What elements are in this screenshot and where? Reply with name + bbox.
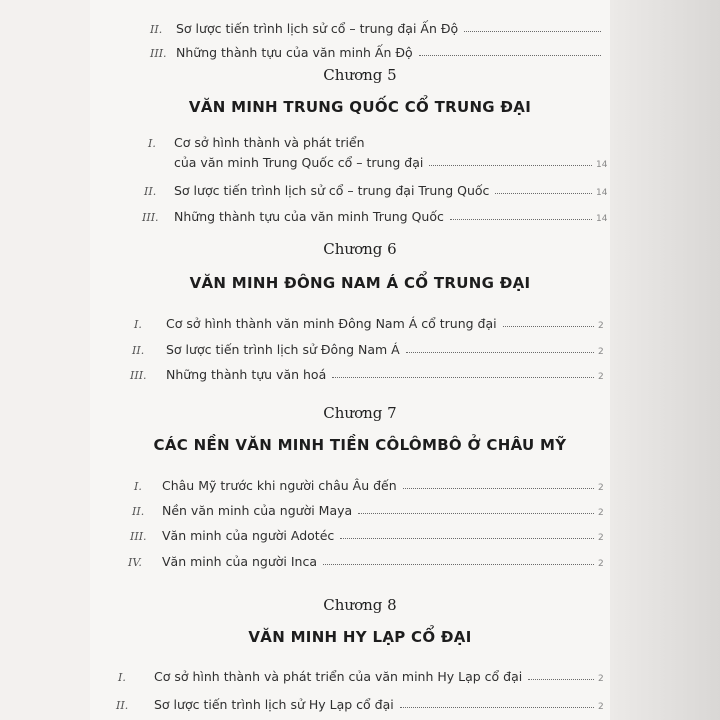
entry-number: II.: [150, 23, 163, 36]
leader-dots: [400, 707, 594, 708]
toc-entry: [142, 204, 608, 224]
leader-dots: [332, 377, 594, 378]
page-number: 14: [596, 214, 608, 224]
toc-entry: [132, 498, 610, 518]
chapter-heading: Chương 6: [323, 240, 397, 258]
leader-dots: [464, 31, 601, 32]
leader-dots: [403, 488, 594, 489]
chapter-title: VĂN MINH TRUNG QUỐC CỔ TRUNG ĐẠI: [188, 98, 532, 116]
leader-dots: [503, 326, 594, 327]
toc-entry: [150, 16, 605, 36]
entry-text: Sơ lược tiến trình lịch sử cổ – trung đại Trung Quốc: [174, 183, 490, 198]
entry-text-line1: Cơ sở hình thành và phát triển: [174, 135, 365, 150]
entry-number: II.: [144, 185, 157, 198]
entry-text: Văn minh của người Inca: [162, 554, 318, 569]
entry-text: Nền văn minh của người Maya: [162, 503, 353, 518]
entry-number: I.: [118, 671, 126, 684]
entry-text: Những thành tựu của văn minh Trung Quốc: [174, 209, 444, 224]
chapter-heading: Chương 7: [323, 404, 397, 422]
entry-number: II.: [132, 344, 145, 357]
page-number: 14: [596, 160, 608, 170]
entry-text: của văn minh Trung Quốc cổ – trung đại: [174, 155, 424, 170]
leader-dots: [450, 219, 592, 220]
page-number: 2: [598, 483, 604, 493]
leader-dots: [429, 165, 592, 166]
leader-dots: [340, 538, 594, 539]
entry-number: I.: [134, 318, 142, 331]
entry-text: Sơ lược tiến trình lịch sử Hy Lạp cổ đại: [154, 697, 394, 712]
toc-entry: [128, 549, 610, 569]
entry-text: Châu Mỹ trước khi người châu Âu đến: [162, 478, 397, 493]
leader-dots: [358, 513, 594, 514]
toc-entry: [134, 311, 610, 331]
entry-text: Những thành tựu văn hoá: [166, 367, 327, 382]
page-number: 14: [596, 188, 608, 198]
page-number: 2: [598, 347, 604, 357]
entry-text: Những thành tựu của văn minh Ấn Độ: [176, 45, 413, 60]
entry-number: III.: [150, 47, 167, 60]
toc-entry: [174, 150, 608, 170]
toc-entry: [130, 523, 610, 543]
leader-dots: [406, 352, 594, 353]
toc-entry: [134, 473, 610, 493]
entry-number: II.: [116, 699, 129, 712]
leader-dots: [323, 564, 594, 565]
leader-dots: [419, 55, 601, 56]
toc-entry: [150, 40, 605, 60]
page-number: 2: [598, 508, 604, 518]
page-number: 2: [598, 533, 604, 543]
chapter-title: VĂN MINH HY LẠP CỔ ĐẠI: [248, 628, 472, 646]
toc-entry: [144, 178, 608, 198]
entry-number: I.: [148, 137, 156, 150]
entry-number: III.: [130, 369, 147, 382]
entry-text: Sơ lược tiến trình lịch sử cổ – trung đại Ấn Độ: [176, 21, 459, 36]
toc-entry: [118, 664, 610, 684]
page-number: 2: [598, 702, 604, 712]
page-number: 2: [598, 674, 604, 684]
chapter-title: VĂN MINH ĐÔNG NAM Á CỔ TRUNG ĐẠI: [189, 274, 531, 292]
entry-text: Cơ sở hình thành văn minh Đông Nam Á cổ trung đại: [166, 316, 497, 331]
entry-number: I.: [134, 480, 142, 493]
chapter-heading: Chương 8: [323, 596, 397, 614]
leader-dots: [528, 679, 594, 680]
toc-entry: [130, 362, 610, 382]
chapter-title: CÁC NỀN VĂN MINH TIỀN CÔLÔMBÔ Ở CHÂU MỸ: [153, 436, 567, 454]
entry-number: IV.: [128, 556, 142, 569]
entry-number: III.: [130, 530, 147, 543]
toc-entry: [132, 337, 610, 357]
entry-text: Văn minh của người Adotéc: [162, 528, 335, 543]
page-number: 2: [598, 559, 604, 569]
toc-entry: [148, 130, 608, 150]
leader-dots: [495, 193, 592, 194]
entry-number: III.: [142, 211, 159, 224]
entry-text: Sơ lược tiến trình lịch sử Đông Nam Á: [166, 342, 400, 357]
toc-entry: [116, 692, 610, 712]
chapter-heading: Chương 5: [323, 66, 397, 84]
entry-text: Cơ sở hình thành và phát triển của văn minh Hy Lạp cổ đại: [154, 669, 523, 684]
page-number: 2: [598, 321, 604, 331]
entry-number: II.: [132, 505, 145, 518]
page-number: 2: [598, 372, 604, 382]
